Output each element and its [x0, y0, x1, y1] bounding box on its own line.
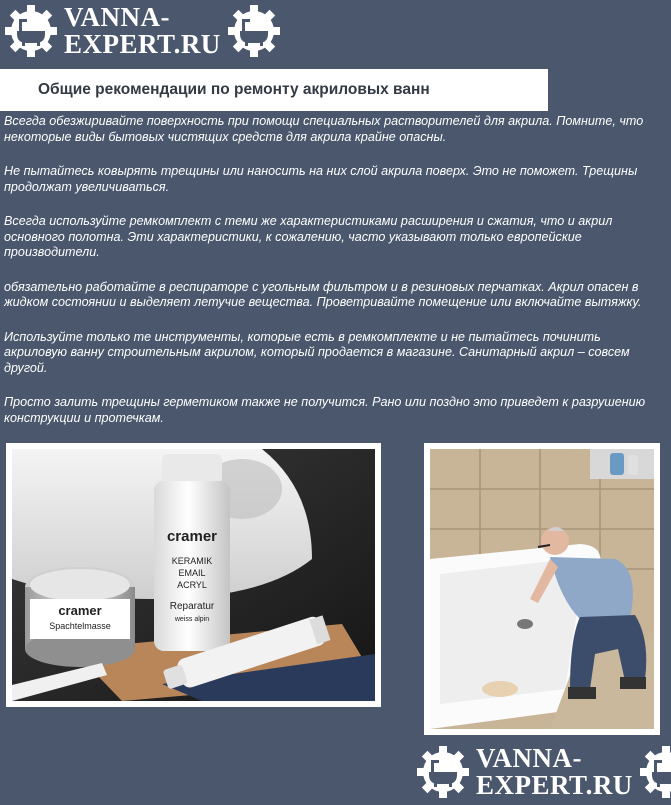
can-brand: cramer	[58, 603, 102, 618]
gear-bath-icon	[227, 4, 281, 58]
article-title: Общие рекомендации по ремонту акриловых ванн	[38, 81, 430, 98]
spray-line-1: KERAMIK	[171, 556, 213, 566]
spray-line-3: ACRYL	[177, 580, 207, 590]
can-label: Spachtelmasse	[49, 621, 111, 631]
paragraph: Всегда обезжиривайте поверхность при помощи специальных растворителей для акрила. Помните, что некоторые виды бытовых чистящих средств для акрила крайне опасны.	[4, 114, 644, 144]
paragraph: Используйте только те инструменты, которые есть в ремкомплекте и не пытайтесь починить акриловую ванну строительным акрилом, который продается в магазине. Санитарный акрил – совсем другой.	[4, 329, 630, 375]
site-logo-top	[4, 4, 281, 58]
spray-line-2: EMAIL	[178, 568, 206, 578]
gear-bath-icon	[639, 745, 671, 799]
bath-repair-illustration	[430, 449, 654, 729]
gear-bath-icon	[4, 4, 58, 58]
logo-line-2: EXPERT.RU	[476, 770, 633, 800]
paragraph: Просто залить трещины герметиком также не получится. Рано или поздно это приведет к разрушению конструкции и протечкам.	[4, 395, 646, 425]
site-logo-bottom	[416, 745, 671, 799]
logo-line-2: EXPERT.RU	[64, 29, 221, 59]
article-title-bar	[0, 69, 548, 111]
article-body	[4, 114, 666, 445]
logo-text	[476, 745, 633, 799]
repair-kit-illustration	[12, 449, 375, 701]
paragraph: Всегда используйте ремкомплект с теми же характеристиками расширения и сжатия, что и акрил основного полотна. Эти характеристики, к сожалению, часто указывают только европейские производители.	[4, 214, 613, 259]
bath-repair-photo	[424, 443, 660, 735]
spray-brand: cramer	[166, 528, 218, 545]
paragraph: обязательно работайте в респираторе с угольным фильтром и в резиновых перчатках. Акрил опасен в жидком состоянии и выделяет летучие вещества. Проветривайте помещение или включайте вытяжку.	[4, 279, 642, 309]
paragraph: Не пытайтесь ковырять трещины или наносить на них слой акрила поверх. Это не поможет. Трещины продолжат увеличиваться.	[4, 164, 638, 194]
gear-bath-icon	[416, 745, 470, 799]
spray-line-5: weiss alpin	[174, 616, 210, 623]
logo-text	[64, 4, 221, 58]
spray-line-4: Reparatur	[169, 601, 215, 612]
logo-line-1: VANNA-	[64, 2, 171, 32]
repair-kit-photo	[6, 443, 381, 707]
logo-line-1: VANNA-	[476, 743, 583, 773]
